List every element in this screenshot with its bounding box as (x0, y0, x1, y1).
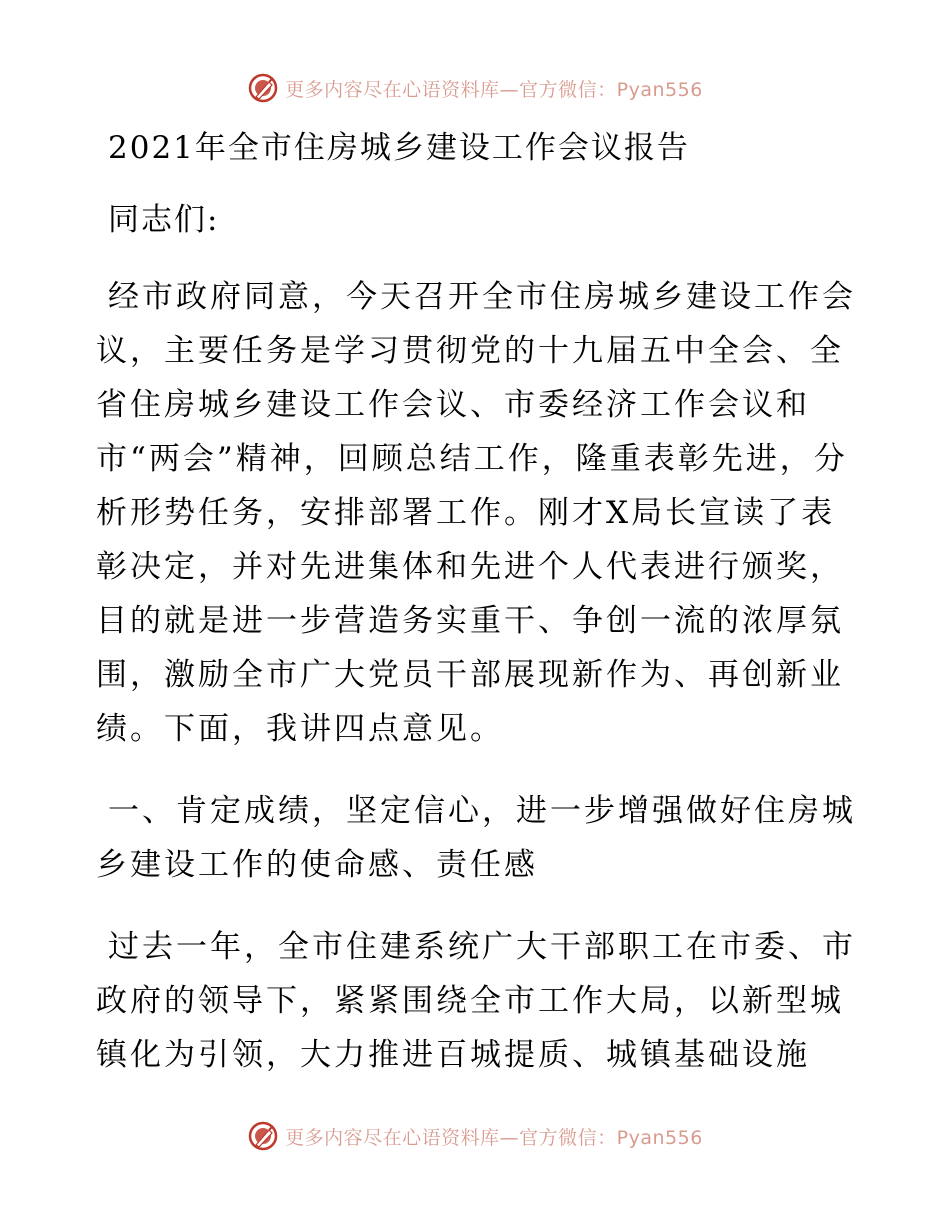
salutation: 同志们: (108, 202, 220, 238)
watermark-bottom (0, 1120, 950, 1152)
pen-logo-icon (247, 72, 279, 104)
document-body (96, 126, 866, 1082)
watermark-text: 更多内容尽在心语资料库—官方微信：Pyan556 (285, 78, 703, 101)
watermark-top (0, 72, 950, 104)
watermark-text: 更多内容尽在心语资料库—官方微信：Pyan556 (285, 1126, 703, 1149)
document-title: 2021年全市住房城乡建设工作会议报告 (108, 130, 690, 166)
section-heading-1: 一、肯定成绩，坚定信心，进一步增强做好住房城乡建设工作的使命感、责任感 (96, 793, 856, 883)
pen-logo-icon (247, 1120, 279, 1152)
paragraph-review: 过去一年，全市住建系统广大干部职工在市委、市政府的领导下，紧紧围绕全市工作大局，以新型城镇化为引领，大力推进百城提质、城镇基础设施 (96, 929, 856, 1073)
paragraph-intro: 经市政府同意，今天召开全市住房城乡建设工作会议，主要任务是学习贯彻党的十九届五中全会、全省住房城乡建设工作会议、市委经济工作会议和市“两会”精神，回顾总结工作，隆重表彰先进，分析形势任务，安排部署工作。刚才X局长宣读了表彰决定，并对先进集体和先进个人代表进行颁奖，目的就是进一步营造务实重干、争创一流的浓厚氛围，激励全市广大党员干部展现新作为、再创新业绩。下面，我讲四点意见。 (96, 279, 856, 747)
